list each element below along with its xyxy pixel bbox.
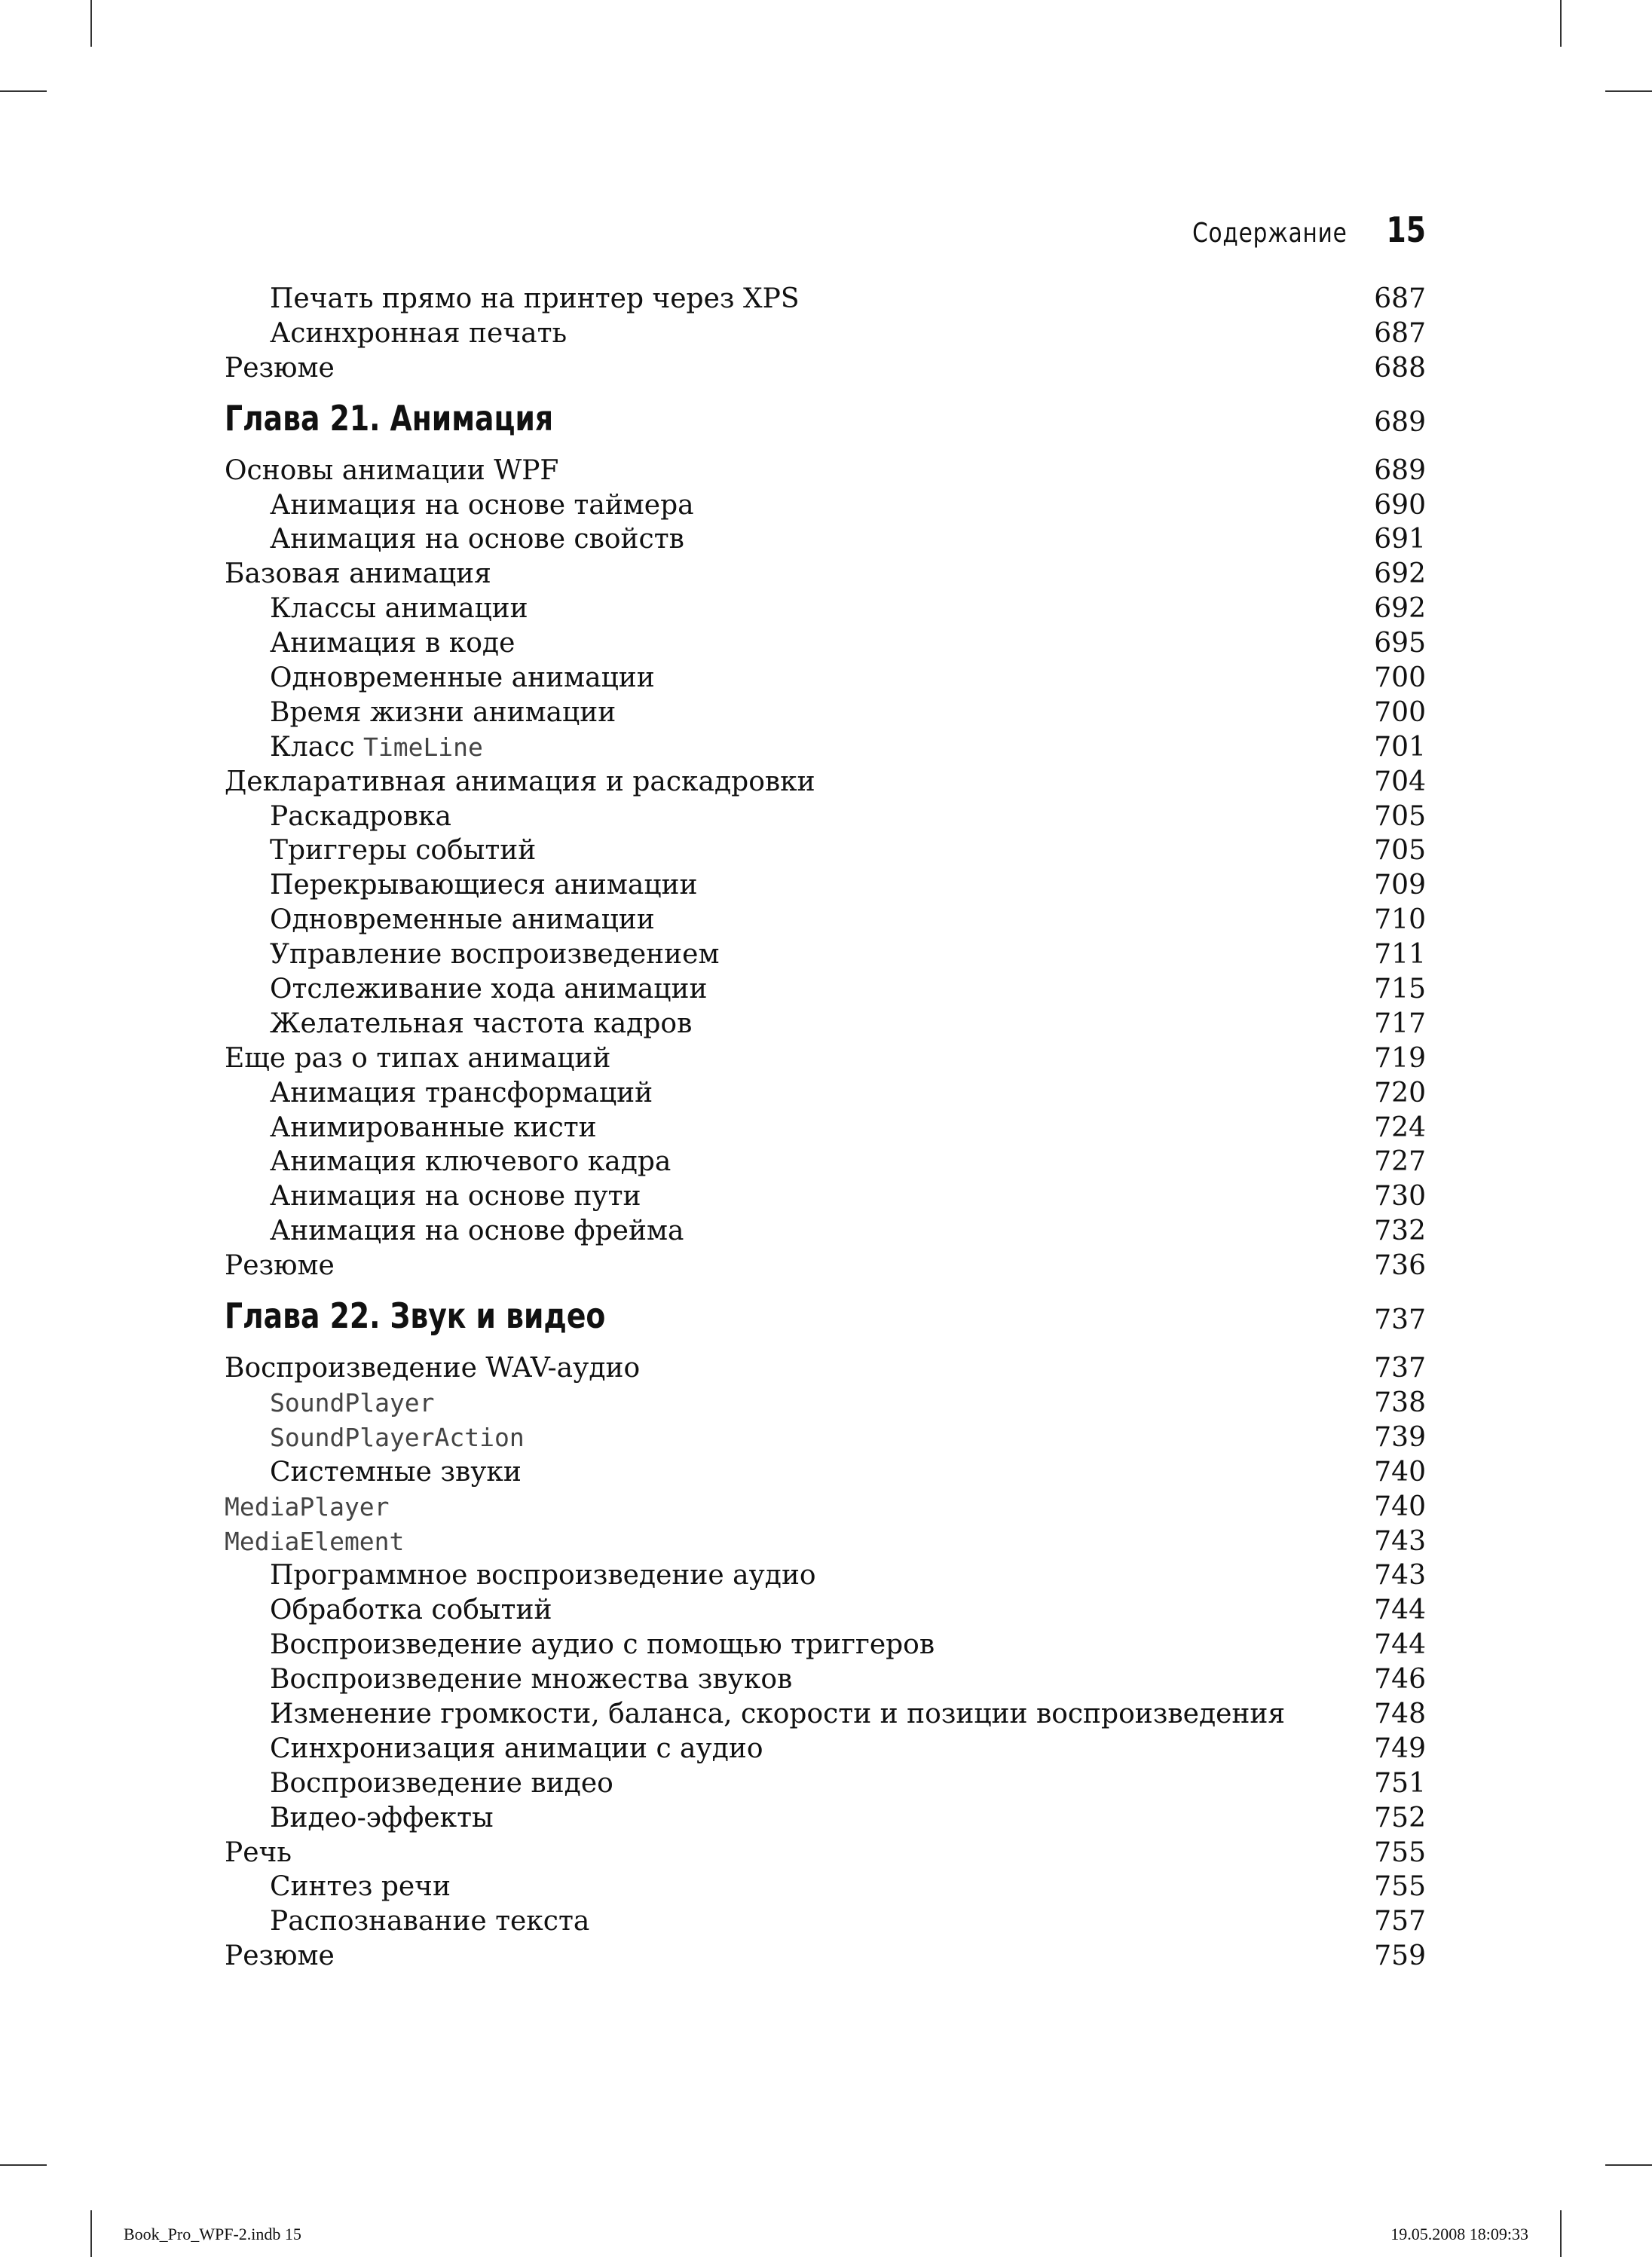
toc-section-entry	[225, 351, 1426, 386]
toc-entry-title	[270, 1386, 435, 1421]
toc-entry-text: Воспроизведение видео	[270, 1767, 613, 1799]
toc-entry-text: Триггеры событий	[270, 835, 537, 867]
toc-entry-title	[270, 972, 707, 1007]
toc-subsection-entry	[225, 1732, 1426, 1766]
toc-subsection-entry	[225, 972, 1426, 1007]
toc-entry-title	[225, 557, 491, 592]
toc-entry-title	[270, 1558, 816, 1593]
toc-entry-page: 687	[1374, 317, 1426, 349]
crop-mark-left-bottom	[0, 2164, 47, 2166]
toc-entry-title	[270, 1904, 589, 1939]
crop-mark-right-top	[1605, 90, 1652, 92]
toc-entry-title	[270, 522, 684, 557]
toc-entry-text: Печать прямо на принтер через XPS	[270, 283, 800, 314]
toc-entry-title	[270, 1870, 451, 1904]
toc-entry-page: 736	[1374, 1250, 1426, 1282]
toc-entry-text: Обработка событий	[270, 1595, 552, 1626]
toc-entry-text: Перекрывающиеся анимации	[270, 870, 698, 901]
toc-entry-title	[270, 1179, 641, 1214]
toc-subsection-entry	[225, 1904, 1426, 1939]
toc-entry-text: Распознавание текста	[270, 1906, 590, 1937]
toc-entry-text: Анимация ключевого кадра	[270, 1146, 672, 1178]
toc-chapter-heading	[225, 390, 1426, 449]
toc-entry-text: Анимированные кисти	[270, 1112, 597, 1143]
toc-entry-page: 739	[1374, 1421, 1426, 1453]
toc-subsection-entry	[225, 1007, 1426, 1041]
toc-entry-title	[270, 1628, 935, 1662]
toc-entry-page: 689	[1374, 406, 1426, 438]
toc-entry-text: Класс	[270, 731, 363, 763]
running-head-title: Содержание	[1192, 218, 1348, 249]
toc-entry-text: Анимация на основе свойств	[270, 524, 684, 555]
toc-entry-text: Анимация трансформаций	[270, 1077, 653, 1109]
toc-section-entry	[225, 765, 1426, 800]
toc-entry-title	[225, 398, 553, 439]
toc-subsection-entry	[225, 1870, 1426, 1904]
toc-subsection-entry	[225, 1801, 1426, 1836]
toc-entry-text: MediaElement	[225, 1526, 405, 1556]
toc-entry-text: Анимация на основе таймера	[270, 489, 694, 521]
toc-subsection-entry	[225, 903, 1426, 937]
toc-entry-page: 737	[1374, 1304, 1426, 1336]
toc-entry-page: 746	[1374, 1664, 1426, 1696]
toc-subsection-entry	[225, 1766, 1426, 1801]
toc-entry-text: Резюме	[225, 1940, 335, 1972]
toc-entry-page: 744	[1374, 1595, 1426, 1626]
toc-entry-page: 743	[1374, 1525, 1426, 1557]
toc-entry-title	[270, 800, 451, 834]
toc-entry-page: 717	[1374, 1008, 1426, 1039]
toc-entry-title	[270, 661, 655, 696]
toc-entry-title	[225, 454, 558, 488]
toc-chapter-heading	[225, 1288, 1426, 1347]
toc-subsection-entry	[225, 1145, 1426, 1179]
toc-entry-title	[270, 937, 719, 972]
toc-entry-title	[225, 1525, 404, 1559]
toc-entry-title	[270, 1732, 763, 1766]
toc-subsection-entry	[225, 1111, 1426, 1145]
toc-entry-text: Синхронизация анимации с аудио	[270, 1733, 763, 1764]
toc-entry-title	[270, 730, 483, 765]
toc-entry-page: 744	[1374, 1629, 1426, 1661]
toc-subsection-entry	[225, 1662, 1426, 1697]
toc-entry-page: 752	[1374, 1802, 1426, 1833]
toc-section-entry	[225, 1351, 1426, 1386]
toc-entry-text: Видео-эффекты	[270, 1802, 494, 1833]
toc-entry-title	[270, 592, 528, 626]
toc-entry-page: 705	[1374, 835, 1426, 867]
toc-entry-page: 700	[1374, 696, 1426, 728]
toc-section-entry	[225, 1836, 1426, 1870]
toc-section-entry	[225, 1041, 1426, 1076]
toc-entry-title	[270, 1421, 525, 1455]
toc-entry-page: 724	[1374, 1112, 1426, 1143]
toc-subsection-entry	[225, 282, 1426, 317]
toc-entry-page: 691	[1374, 524, 1426, 555]
toc-entry-title	[270, 1111, 597, 1145]
toc-entry-text: SoundPlayer	[270, 1387, 435, 1418]
toc-entry-text: Системные звуки	[270, 1456, 522, 1488]
toc-subsection-entry	[225, 800, 1426, 834]
toc-entry-text: Отслеживание хода анимации	[270, 974, 708, 1005]
toc-entry-title	[225, 1295, 605, 1336]
toc-entry-page: 743	[1374, 1560, 1426, 1592]
toc-entry-title	[270, 1145, 671, 1179]
toc-entry-page: 719	[1374, 1042, 1426, 1074]
toc-entry-page: 730	[1374, 1181, 1426, 1213]
toc-entry-page: 689	[1374, 454, 1426, 486]
toc-entry-text: Раскадровка	[270, 800, 451, 832]
toc-entry-text: Резюме	[225, 352, 335, 384]
toc-entry-title	[270, 833, 536, 868]
footer-file-name: Book_Pro_WPF-2.indb 15	[124, 2225, 301, 2243]
toc-entry-text: Резюме	[225, 1250, 335, 1282]
toc-entry-title	[225, 1351, 640, 1386]
toc-section-entry	[225, 1249, 1426, 1283]
toc-entry-page: 757	[1374, 1906, 1426, 1937]
crop-mark-left-top	[0, 90, 47, 92]
toc-subsection-entry	[225, 488, 1426, 523]
toc-entry-page: 710	[1374, 904, 1426, 936]
toc-entry-title	[225, 1836, 292, 1870]
running-head	[1158, 209, 1426, 250]
toc-entry-title	[270, 317, 567, 351]
toc-entry-title	[270, 282, 799, 317]
toc-entry-title	[270, 626, 515, 661]
toc-section-entry	[225, 557, 1426, 592]
toc-entry-text: Глава 22. Звук и видео	[225, 1295, 606, 1337]
toc-subsection-entry	[225, 1558, 1426, 1593]
toc-entry-title	[270, 1076, 653, 1111]
toc-subsection-entry	[225, 833, 1426, 868]
toc-entry-text: Еще раз о типах анимаций	[225, 1042, 611, 1074]
toc-entry-text: Классы анимации	[270, 593, 528, 625]
crop-mark-bottom-right	[1560, 2210, 1562, 2257]
toc-section-entry	[225, 1490, 1426, 1525]
toc-entry-page: 715	[1374, 974, 1426, 1005]
toc-entry-page: 688	[1374, 352, 1426, 384]
toc-entry-page: 755	[1374, 1871, 1426, 1903]
toc-entry-page: 732	[1374, 1216, 1426, 1247]
toc-subsection-entry	[225, 730, 1426, 765]
toc-entry-text: Одновременные анимации	[270, 662, 655, 694]
toc-subsection-entry	[225, 626, 1426, 661]
toc-entry-title	[225, 1490, 390, 1525]
toc-subsection-entry	[225, 868, 1426, 903]
toc-entry-title	[225, 351, 335, 386]
crop-mark-top-left	[90, 0, 92, 47]
toc-entry-title	[270, 488, 694, 523]
toc-entry-text: Синтез речи	[270, 1871, 451, 1903]
toc-entry-text: Время жизни анимации	[270, 696, 616, 728]
toc-entry-text: Базовая анимация	[225, 558, 491, 590]
toc-entry-title	[270, 1214, 684, 1249]
toc-subsection-entry	[225, 1455, 1426, 1490]
toc-entry-text: Воспроизведение аудио с помощью триггеров	[270, 1629, 935, 1661]
crop-mark-bottom-left	[90, 2210, 92, 2257]
toc-entry-text: Изменение громкости, баланса, скорости и позиции воспроизведения	[270, 1698, 1286, 1729]
toc-entry-page: 738	[1374, 1387, 1426, 1418]
toc-entry-page: 690	[1374, 489, 1426, 521]
toc-subsection-entry	[225, 1386, 1426, 1421]
toc-entry-text: Анимация на основе пути	[270, 1181, 641, 1213]
toc-entry-page: 720	[1374, 1077, 1426, 1109]
toc-section-entry	[225, 1939, 1426, 1974]
toc-subsection-entry	[225, 522, 1426, 557]
toc-section-entry	[225, 1525, 1426, 1559]
toc-subsection-entry	[225, 317, 1426, 351]
toc-entry-page: 759	[1374, 1940, 1426, 1972]
toc-entry-title	[225, 765, 815, 800]
toc-entry-text: Программное воспроизведение аудио	[270, 1560, 816, 1592]
toc-entry-text: SoundPlayerAction	[270, 1422, 525, 1452]
toc-entry-page: 692	[1374, 593, 1426, 625]
toc-subsection-entry	[225, 696, 1426, 730]
toc-entry-title	[270, 1766, 613, 1801]
toc-entry-page: 711	[1374, 939, 1426, 971]
toc-entry-title	[270, 1662, 792, 1697]
toc-section-entry	[225, 454, 1426, 488]
toc-entry-title	[225, 1249, 335, 1283]
toc-entry-page: 692	[1374, 558, 1426, 590]
toc-entry-page: 687	[1374, 283, 1426, 314]
toc-entry-title	[270, 1455, 522, 1490]
table-of-contents	[225, 282, 1426, 1974]
toc-entry-title	[270, 868, 697, 903]
toc-entry-title	[225, 1041, 610, 1076]
toc-entry-title	[225, 1939, 335, 1974]
toc-subsection-entry	[225, 1076, 1426, 1111]
toc-entry-page: 749	[1374, 1733, 1426, 1764]
toc-entry-title	[270, 1007, 692, 1041]
toc-entry-code: TimeLine	[363, 732, 483, 762]
toc-entry-page: 748	[1374, 1698, 1426, 1729]
toc-subsection-entry	[225, 1421, 1426, 1455]
page-number: 15	[1386, 209, 1426, 250]
toc-entry-page: 737	[1374, 1353, 1426, 1384]
toc-entry-text: Желательная частота кадров	[270, 1008, 693, 1039]
toc-entry-text: Глава 21. Анимация	[225, 397, 554, 439]
toc-subsection-entry	[225, 661, 1426, 696]
toc-subsection-entry	[225, 592, 1426, 626]
toc-entry-text: Анимация на основе фрейма	[270, 1216, 684, 1247]
toc-entry-text: Основы анимации WPF	[225, 454, 559, 486]
toc-entry-title	[270, 696, 616, 730]
toc-entry-page: 709	[1374, 870, 1426, 901]
toc-entry-title	[270, 1801, 494, 1836]
crop-mark-right-bottom	[1605, 2164, 1652, 2166]
toc-subsection-entry	[225, 937, 1426, 972]
toc-entry-page: 695	[1374, 628, 1426, 659]
toc-subsection-entry	[225, 1628, 1426, 1662]
toc-entry-page: 751	[1374, 1767, 1426, 1799]
toc-entry-page: 755	[1374, 1836, 1426, 1868]
toc-entry-text: Управление воспроизведением	[270, 939, 720, 971]
toc-subsection-entry	[225, 1697, 1426, 1732]
toc-entry-text: Воспроизведение WAV-аудио	[225, 1353, 641, 1384]
toc-entry-text: Анимация в коде	[270, 628, 515, 659]
toc-entry-text: Асинхронная печать	[270, 317, 567, 349]
footer-timestamp: 19.05.2008 18:09:33	[1390, 2225, 1528, 2243]
toc-subsection-entry	[225, 1593, 1426, 1628]
toc-entry-title	[270, 1593, 552, 1628]
toc-entry-page: 704	[1374, 766, 1426, 797]
toc-entry-page: 705	[1374, 800, 1426, 832]
crop-mark-top-right	[1560, 0, 1562, 47]
toc-entry-page: 740	[1374, 1491, 1426, 1522]
toc-entry-title	[270, 903, 655, 937]
toc-entry-title	[270, 1697, 1285, 1732]
toc-entry-page: 740	[1374, 1456, 1426, 1488]
toc-subsection-entry	[225, 1214, 1426, 1249]
toc-entry-page: 727	[1374, 1146, 1426, 1178]
toc-entry-text: Речь	[225, 1836, 292, 1868]
toc-subsection-entry	[225, 1179, 1426, 1214]
toc-entry-text: Одновременные анимации	[270, 904, 655, 936]
toc-entry-text: MediaPlayer	[225, 1491, 390, 1521]
toc-entry-page: 700	[1374, 662, 1426, 694]
toc-entry-page: 701	[1374, 731, 1426, 763]
toc-entry-text: Декларативная анимация и раскадровки	[225, 766, 815, 797]
toc-entry-text: Воспроизведение множества звуков	[270, 1664, 793, 1696]
